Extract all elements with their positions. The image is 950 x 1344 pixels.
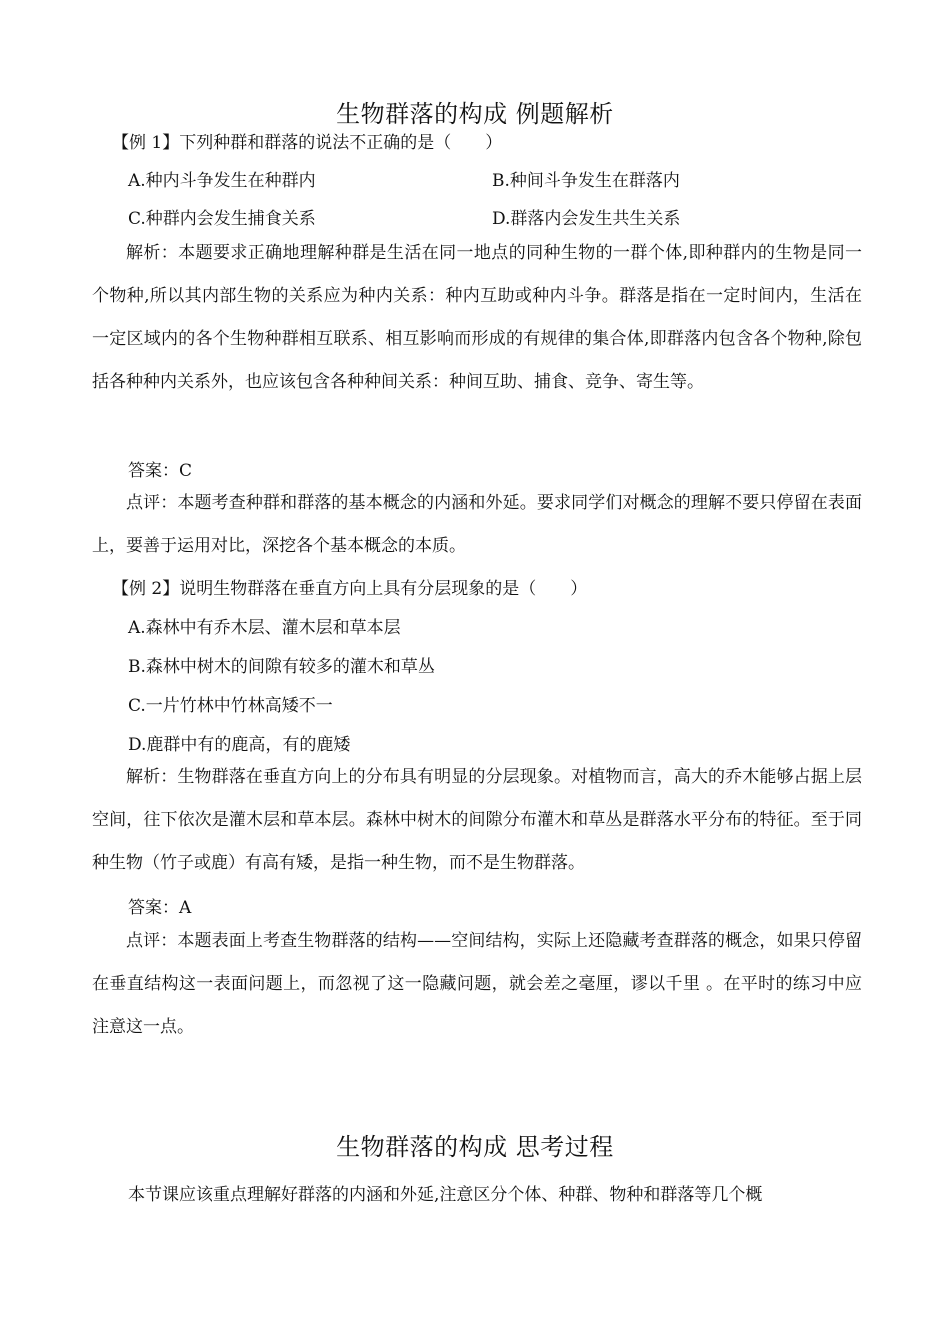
question-1-analysis: 解析：本题要求正确地理解种群是生活在同一地点的同种生物的一群个体,即种群内的生物是同一个物种,所以其内部生物的关系应为种内关系：种内互助或种内斗争。群落是指在一定时间内，生活在一定区域内的各个生物种群相互联系、相互影响而形成的有规律的集合体,即群落内包含各个物种,除包括各种种内关系外，也应该包含各种种间关系：种间互助、捕食、竞争、寄生等。	[92, 243, 862, 392]
question-2-option-a: A.森林中有乔木层、灌木层和草本层	[128, 618, 401, 638]
question-1-comment: 点评：本题考查种群和群落的基本概念的内涵和外延。要求同学们对概念的理解不要只停留在表面上，要善于运用对比，深挖各个基本概念的本质。	[92, 493, 862, 556]
question-1-option-d: D.群落内会发生共生关系	[492, 209, 681, 229]
question-1-option-b: B.种间斗争发生在群落内	[492, 171, 680, 191]
section-2-intro: 本节课应该重点理解好群落的内涵和外延,注意区分个体、种群、物种和群落等几个概	[128, 1185, 763, 1205]
question-2-option-c: C.一片竹林中竹林高矮不一	[128, 696, 333, 716]
question-2-option-b: B.森林中树木的间隙有较多的灌木和草丛	[128, 657, 435, 677]
question-2-comment: 点评：本题表面上考查生物群落的结构——空间结构，实际上还隐藏考查群落的概念，如果只停留在垂直结构这一表面问题上，而忽视了这一隐藏问题，就会差之毫厘，谬以千里 。在平时的练习中应注意这一点。	[92, 931, 862, 1037]
question-1-stem: 【例 1】下列种群和群落的说法不正确的是（ ）	[112, 133, 503, 153]
question-2-option-d: D.鹿群中有的鹿高，有的鹿矮	[128, 735, 351, 755]
question-1-option-a: A.种内斗争发生在种群内	[128, 171, 316, 191]
question-2-analysis: 解析：生物群落在垂直方向上的分布具有明显的分层现象。对植物而言，高大的乔木能够占据上层空间，往下依次是灌木层和草本层。森林中树木的间隙分布灌木和草丛是群落水平分布的特征。至于同种生物（竹子或鹿）有高有矮，是指一种生物，而不是生物群落。	[92, 767, 862, 873]
section-title-examples: 生物群落的构成 例题解析	[336, 100, 614, 128]
question-2-stem: 【例 2】说明生物群落在垂直方向上具有分层现象的是（ ）	[112, 579, 588, 599]
question-1-answer: 答案：C	[128, 461, 193, 481]
section-title-thinking-process: 生物群落的构成 思考过程	[336, 1133, 614, 1161]
question-1-option-c: C.种群内会发生捕食关系	[128, 209, 316, 229]
question-2-answer: 答案：A	[128, 898, 192, 918]
